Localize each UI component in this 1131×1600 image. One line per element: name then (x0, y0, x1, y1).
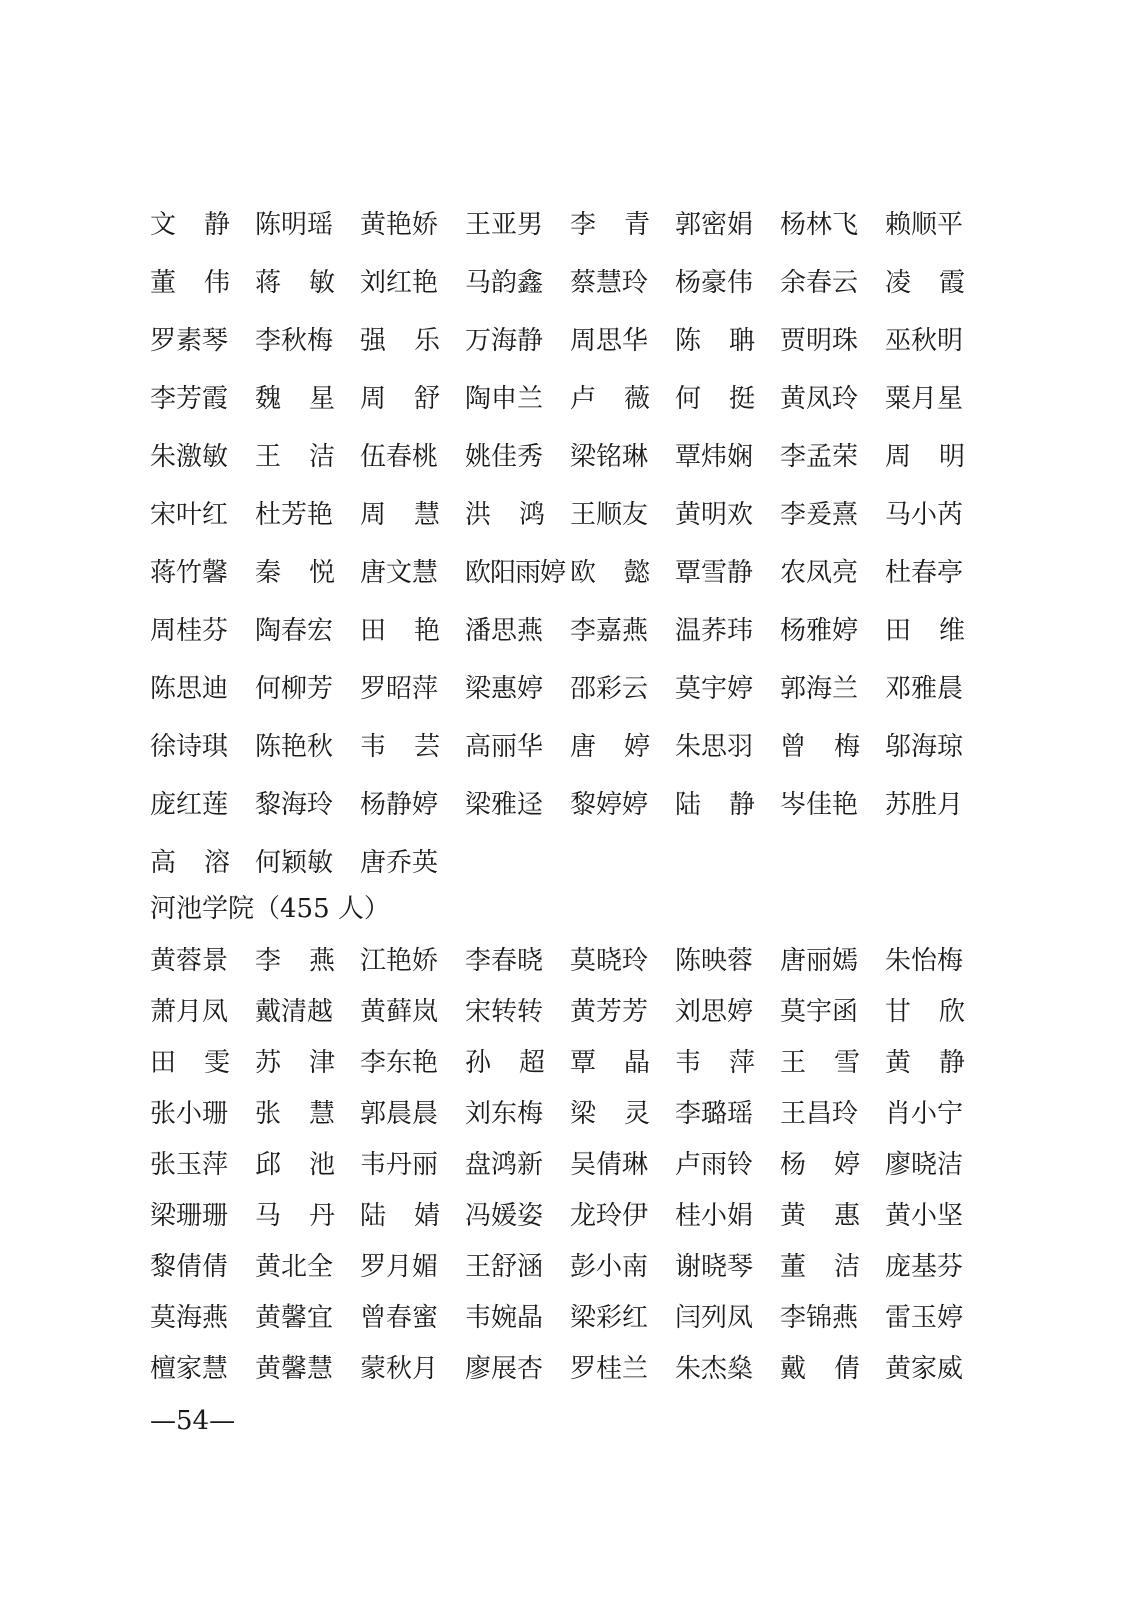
name-row (150, 1241, 990, 1292)
person-name: 李锦燕 (780, 1302, 859, 1333)
person-name: 黎婷婷 (570, 790, 649, 820)
person-name: 韦丹丽 (360, 1149, 439, 1180)
person-name: 万海静 (465, 326, 544, 356)
person-name: 周思华 (570, 326, 649, 356)
person-name: 曾 梅 (780, 732, 860, 762)
person-name: 陈 聃 (675, 326, 755, 356)
person-name: 魏 星 (255, 384, 335, 414)
person-name: 黎倩倩 (150, 1251, 229, 1282)
name-row (150, 196, 990, 254)
person-name: 郭晨晨 (360, 1098, 439, 1129)
person-name: 郭密娟 (675, 210, 754, 240)
person-name: 邱 池 (255, 1149, 335, 1180)
person-name: 谢晓琴 (675, 1251, 754, 1282)
person-name: 戴 倩 (780, 1353, 860, 1384)
person-name: 陆 静 (675, 790, 755, 820)
name-row (150, 1343, 990, 1394)
name-row (150, 254, 990, 312)
person-name: 罗月媚 (360, 1251, 439, 1282)
person-name: 苏胜月 (885, 790, 964, 820)
name-row (150, 544, 990, 602)
name-row (150, 718, 990, 776)
person-name: 杨 婷 (780, 1149, 860, 1180)
person-name: 邬海琼 (885, 732, 964, 762)
person-name: 黄艳娇 (360, 210, 439, 240)
person-name: 蔡慧玲 (570, 268, 649, 298)
person-name: 黄芳芳 (570, 996, 649, 1027)
person-name: 盘鸿新 (465, 1149, 544, 1180)
person-name: 檀家慧 (150, 1353, 229, 1384)
person-name: 罗素琴 (150, 326, 229, 356)
person-name: 覃炜娴 (675, 442, 754, 472)
person-name: 马小芮 (885, 500, 964, 530)
person-name: 梁雅迳 (465, 790, 544, 820)
person-name: 王亚男 (465, 210, 544, 240)
person-name: 黄明欢 (675, 500, 754, 530)
person-name: 何颖敏 (255, 848, 334, 878)
person-name: 洪 鸿 (465, 500, 545, 530)
person-name: 秦 悦 (255, 558, 335, 588)
name-list-top (150, 196, 990, 892)
person-name: 岑佳艳 (780, 790, 859, 820)
person-name: 陈明瑶 (255, 210, 334, 240)
person-name: 王 雪 (780, 1047, 860, 1078)
person-name: 董 伟 (150, 268, 230, 298)
name-row (150, 1037, 990, 1088)
person-name: 周桂芬 (150, 616, 229, 646)
person-name: 蒙秋月 (360, 1353, 439, 1384)
person-name: 黄馨慧 (255, 1353, 334, 1384)
person-name: 唐丽嫣 (780, 945, 859, 976)
name-row (150, 370, 990, 428)
person-name: 田 艳 (360, 616, 440, 646)
person-name: 杨静婷 (360, 790, 439, 820)
person-name: 李孟荣 (780, 442, 859, 472)
person-name: 冯媛姿 (465, 1200, 544, 1231)
name-row (150, 935, 990, 986)
person-name: 蒋 敏 (255, 268, 335, 298)
person-name: 黄蓉景 (150, 945, 229, 976)
page-number: —54— (150, 1406, 236, 1436)
name-row (150, 486, 990, 544)
person-name: 陶申兰 (465, 384, 544, 414)
person-name: 欧 懿 (570, 558, 650, 588)
person-name: 龙玲伊 (570, 1200, 649, 1231)
person-name: 宋叶红 (150, 500, 229, 530)
person-name: 李东艳 (360, 1047, 439, 1078)
person-name: 黄小坚 (885, 1200, 964, 1231)
person-name: 曾春蜜 (360, 1302, 439, 1333)
person-name: 闫列凤 (675, 1302, 754, 1333)
person-name: 朱怡梅 (885, 945, 964, 976)
person-name: 强 乐 (360, 326, 440, 356)
name-list-hechi-university (150, 935, 990, 1394)
name-row (150, 1088, 990, 1139)
person-name: 桂小娟 (675, 1200, 754, 1231)
person-name: 莫宇婷 (675, 674, 754, 704)
person-name: 田 维 (885, 616, 965, 646)
person-name: 李爰熹 (780, 500, 859, 530)
person-name: 戴清越 (255, 996, 334, 1027)
person-name: 周 慧 (360, 500, 440, 530)
person-name: 唐文慧 (360, 558, 439, 588)
person-name: 江艳娇 (360, 945, 439, 976)
person-name: 吴倩琳 (570, 1149, 649, 1180)
person-name: 黄藓岚 (360, 996, 439, 1027)
person-name: 周 舒 (360, 384, 440, 414)
person-name: 韦 萍 (675, 1047, 755, 1078)
person-name: 凌 霞 (885, 268, 965, 298)
person-name: 莫宇函 (780, 996, 859, 1027)
person-name: 杨豪伟 (675, 268, 754, 298)
person-name: 马韵鑫 (465, 268, 544, 298)
person-name: 宋转转 (465, 996, 544, 1027)
person-name: 王顺友 (570, 500, 649, 530)
person-name: 杨雅婷 (780, 616, 859, 646)
name-row (150, 602, 990, 660)
person-name: 何 挺 (675, 384, 755, 414)
person-name: 黄凤玲 (780, 384, 859, 414)
person-name: 庞红莲 (150, 790, 229, 820)
person-name: 卢 薇 (570, 384, 650, 414)
person-name: 朱思羽 (675, 732, 754, 762)
person-name: 徐诗琪 (150, 732, 229, 762)
person-name: 李嘉燕 (570, 616, 649, 646)
person-name: 莫晓玲 (570, 945, 649, 976)
person-name: 张 慧 (255, 1098, 335, 1129)
person-name: 韦 芸 (360, 732, 440, 762)
section-title: 河池学院（455 人） (150, 894, 390, 924)
person-name: 黄 静 (885, 1047, 965, 1078)
person-name: 梁惠婷 (465, 674, 544, 704)
person-name: 董 洁 (780, 1251, 860, 1282)
name-row (150, 660, 990, 718)
person-name: 廖晓洁 (885, 1149, 964, 1180)
person-name: 温荞玮 (675, 616, 754, 646)
person-name: 覃雪静 (675, 558, 754, 588)
name-row (150, 776, 990, 834)
person-name: 韦婉晶 (465, 1302, 544, 1333)
person-name: 陶春宏 (255, 616, 334, 646)
person-name: 黄 惠 (780, 1200, 860, 1231)
person-name: 罗桂兰 (570, 1353, 649, 1384)
person-name: 文 静 (150, 210, 230, 240)
person-name: 姚佳秀 (465, 442, 544, 472)
person-name: 唐 婷 (570, 732, 650, 762)
person-name: 何柳芳 (255, 674, 334, 704)
person-name: 李璐瑶 (675, 1098, 754, 1129)
person-name: 郭海兰 (780, 674, 859, 704)
person-name: 杜芳艳 (255, 500, 334, 530)
person-name: 黄馨宜 (255, 1302, 334, 1333)
person-name: 杜春亭 (885, 558, 964, 588)
person-name: 马 丹 (255, 1200, 335, 1231)
person-name: 刘红艳 (360, 268, 439, 298)
person-name: 粟月星 (885, 384, 964, 414)
person-name: 李 燕 (255, 945, 335, 976)
person-name: 唐乔英 (360, 848, 439, 878)
person-name: 黄家威 (885, 1353, 964, 1384)
person-name: 覃 晶 (570, 1047, 650, 1078)
person-name: 张小珊 (150, 1098, 229, 1129)
person-name: 廖展杏 (465, 1353, 544, 1384)
person-name: 李春晓 (465, 945, 544, 976)
person-name: 潘思燕 (465, 616, 544, 646)
person-name: 邓雅晨 (885, 674, 964, 704)
person-name: 余春云 (780, 268, 859, 298)
person-name: 农凤亮 (780, 558, 859, 588)
person-name: 萧月凤 (150, 996, 229, 1027)
person-name: 陆 婧 (360, 1200, 440, 1231)
person-name: 王舒涵 (465, 1251, 544, 1282)
name-row (150, 1190, 990, 1241)
person-name: 张玉萍 (150, 1149, 229, 1180)
person-name: 梁珊珊 (150, 1200, 229, 1231)
person-name: 杨林飞 (780, 210, 859, 240)
person-name: 孙 超 (465, 1047, 545, 1078)
name-row (150, 986, 990, 1037)
person-name: 巫秋明 (885, 326, 964, 356)
person-name: 赖顺平 (885, 210, 964, 240)
person-name: 黎海玲 (255, 790, 334, 820)
person-name: 李芳霞 (150, 384, 229, 414)
person-name: 周 明 (885, 442, 965, 472)
person-name: 王 洁 (255, 442, 335, 472)
person-name: 贾明珠 (780, 326, 859, 356)
person-name: 梁 灵 (570, 1098, 650, 1129)
person-name: 雷玉婷 (885, 1302, 964, 1333)
person-name: 陈映蓉 (675, 945, 754, 976)
person-name: 甘 欣 (885, 996, 965, 1027)
person-name: 罗昭萍 (360, 674, 439, 704)
name-row (150, 312, 990, 370)
person-name: 朱激敏 (150, 442, 229, 472)
person-name: 朱杰燊 (675, 1353, 754, 1384)
person-name: 苏 津 (255, 1047, 335, 1078)
person-name: 蒋竹馨 (150, 558, 229, 588)
person-name: 田 雯 (150, 1047, 230, 1078)
person-name: 邵彩云 (570, 674, 649, 704)
person-name: 伍春桃 (360, 442, 439, 472)
person-name: 刘东梅 (465, 1098, 544, 1129)
person-name: 卢雨铃 (675, 1149, 754, 1180)
person-name: 梁铭琳 (570, 442, 649, 472)
name-row (150, 1292, 990, 1343)
person-name: 高 溶 (150, 848, 230, 878)
person-name: 肖小宁 (885, 1098, 964, 1129)
person-name: 李秋梅 (255, 326, 334, 356)
person-name: 陈思迪 (150, 674, 229, 704)
person-name: 欧阳雨婷 (465, 558, 566, 588)
person-name: 黄北全 (255, 1251, 334, 1282)
person-name: 高丽华 (465, 732, 544, 762)
person-name: 刘思婷 (675, 996, 754, 1027)
person-name: 彭小南 (570, 1251, 649, 1282)
person-name: 陈艳秋 (255, 732, 334, 762)
person-name: 李 青 (570, 210, 650, 240)
person-name: 庞基芬 (885, 1251, 964, 1282)
name-row (150, 428, 990, 486)
person-name: 莫海燕 (150, 1302, 229, 1333)
person-name: 梁彩红 (570, 1302, 649, 1333)
person-name: 王昌玲 (780, 1098, 859, 1129)
name-row (150, 1139, 990, 1190)
name-row (150, 834, 990, 892)
